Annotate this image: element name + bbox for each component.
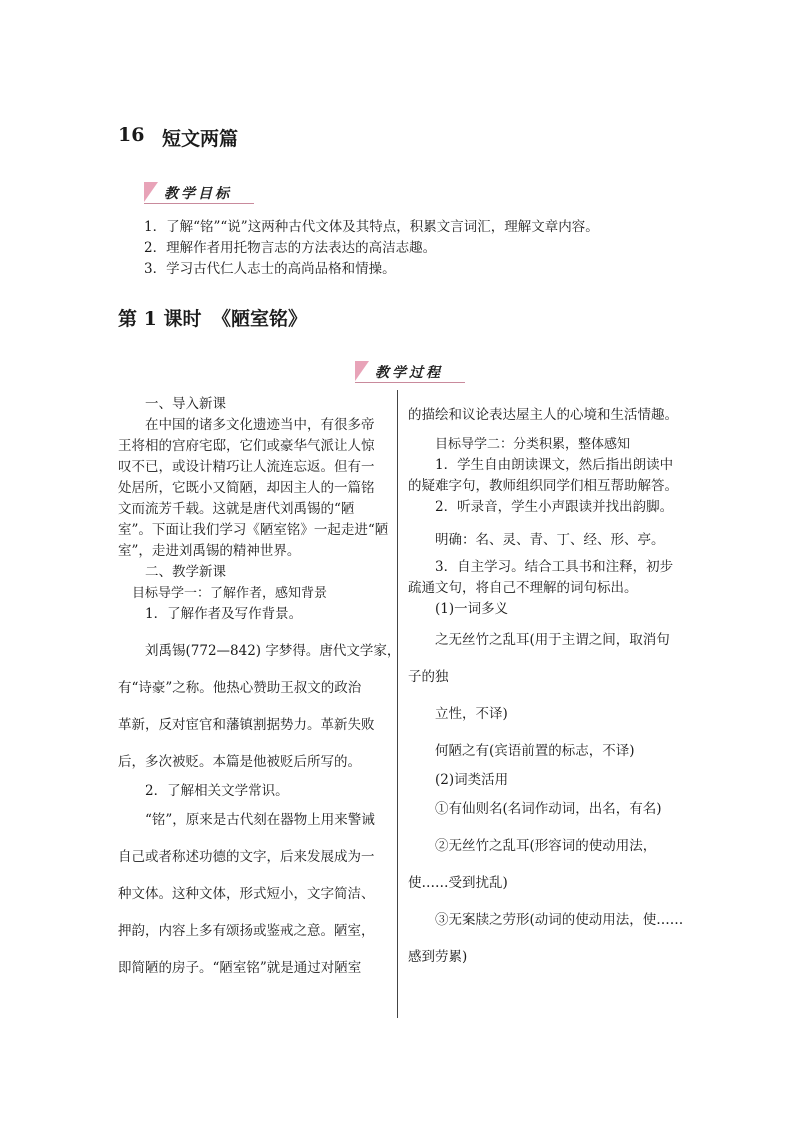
right-line: 的疑难字句，教师组织同学们相互帮助解答。 xyxy=(408,478,678,494)
left-line: 种文体。这种文体，形式短小，文字简洁、 xyxy=(118,886,375,902)
left-line: 在中国的诸多文化遗迹当中，有很多帝 xyxy=(145,417,375,433)
right-line: ①有仙则名(名词作动词，出名，有名) xyxy=(435,801,662,817)
left-line: 自己或者称述功德的文字，后来发展成为一 xyxy=(118,849,375,865)
left-line: 王将相的宫府宅邸，它们或豪华气派让人惊 xyxy=(118,438,375,454)
left-line: 室”，走进刘禹锡的精神世界。 xyxy=(118,543,301,559)
left-line: 革新，反对宦官和藩镇割据势力。革新失败 xyxy=(118,717,375,733)
right-line: 的描绘和议论表达屋主人的心境和生活情趣。 xyxy=(408,407,678,423)
left-line: 2．了解相关文学常识。 xyxy=(145,783,289,799)
process-banner xyxy=(355,361,465,383)
right-column xyxy=(408,405,688,968)
period-title: 《陋室铭》 xyxy=(212,308,308,330)
lesson-number: 16 xyxy=(118,124,145,146)
banner-wedge-icon xyxy=(355,361,369,381)
left-line: 刘禹锡(772—842) 字梦得。唐代文学家， xyxy=(145,643,401,659)
right-line: 使……受到扰乱) xyxy=(408,875,508,891)
right-line: 子的独 xyxy=(408,669,449,685)
right-line: ②无丝竹之乱耳(形容词的使动用法， xyxy=(435,838,657,854)
left-line: 1．了解作者及写作背景。 xyxy=(145,606,303,622)
right-line: 目标导学二：分类积累，整体感知 xyxy=(435,437,631,452)
right-line: 3．自主学习。结合工具书和注释，初步 xyxy=(435,559,674,575)
right-line: 1．学生自由朗读课文，然后指出朗读中 xyxy=(435,457,674,473)
right-line: 疏通文句，将自己不理解的词句标出。 xyxy=(408,580,638,596)
right-line: (2)词类活用 xyxy=(435,772,509,788)
period-label: 第 1 课时 xyxy=(118,308,202,330)
goal-item-2: 2．理解作者用托物言志的方法表达的高洁志趣。 xyxy=(144,240,437,256)
right-line: 明确：名、灵、青、丁、经、形、亭。 xyxy=(435,532,665,548)
left-line: 处居所，它既小又简陋，却因主人的一篇铭 xyxy=(118,480,375,496)
left-line: 押韵，内容上多有颂扬或鉴戒之意。陋室， xyxy=(118,923,375,939)
left-line: “铭”，原来是古代刻在器物上用来警诫 xyxy=(145,812,375,828)
left-line: 一、导入新课 xyxy=(145,396,226,412)
left-line: 目标导学一：了解作者，感知背景 xyxy=(132,586,328,601)
left-line: 叹不已，或设计精巧让人流连忘返。但有一 xyxy=(118,459,375,475)
column-divider xyxy=(397,390,398,1018)
left-line: 即简陋的房子。“陋室铭”就是通过对陋室 xyxy=(118,960,362,976)
left-column xyxy=(118,394,401,979)
right-line: (1)一词多义 xyxy=(435,601,509,617)
left-line: 后，多次被贬。本篇是他被贬后所写的。 xyxy=(118,754,361,770)
right-line: ③无案牍之劳形(动词的使动用法，使…… xyxy=(435,912,684,928)
left-line: 二、教学新课 xyxy=(145,564,226,580)
goals-banner-label: 教学目标 xyxy=(164,186,232,202)
goals-banner xyxy=(144,182,254,204)
process-banner-label: 教学过程 xyxy=(375,365,443,381)
left-line: 室”。下面让我们学习《陋室铭》一起走进“陋 xyxy=(118,522,389,538)
banner-wedge-icon xyxy=(144,182,158,202)
right-line: 立性，不译) xyxy=(435,706,508,722)
left-line: 文而流芳千载。这就是唐代刘禹锡的“陋 xyxy=(118,501,355,517)
goal-item-1: 1．了解“铭”“说”这两种古代文体及其特点，积累文言词汇，理解文章内容。 xyxy=(144,219,599,235)
right-line: 2．听录音，学生小声跟读并找出韵脚。 xyxy=(435,499,674,515)
right-line: 何陋之有(宾语前置的标志，不译) xyxy=(435,743,635,759)
left-line: 有“诗豪”之称。他热心赞助王叔文的政治 xyxy=(118,680,362,696)
right-line: 之无丝竹之乱耳(用于主谓之间，取消句 xyxy=(435,632,670,648)
lesson-title: 短文两篇 xyxy=(162,128,239,150)
goal-item-3: 3．学习古代仁人志士的高尚品格和情操。 xyxy=(144,261,396,277)
right-line: 感到劳累) xyxy=(408,949,468,965)
